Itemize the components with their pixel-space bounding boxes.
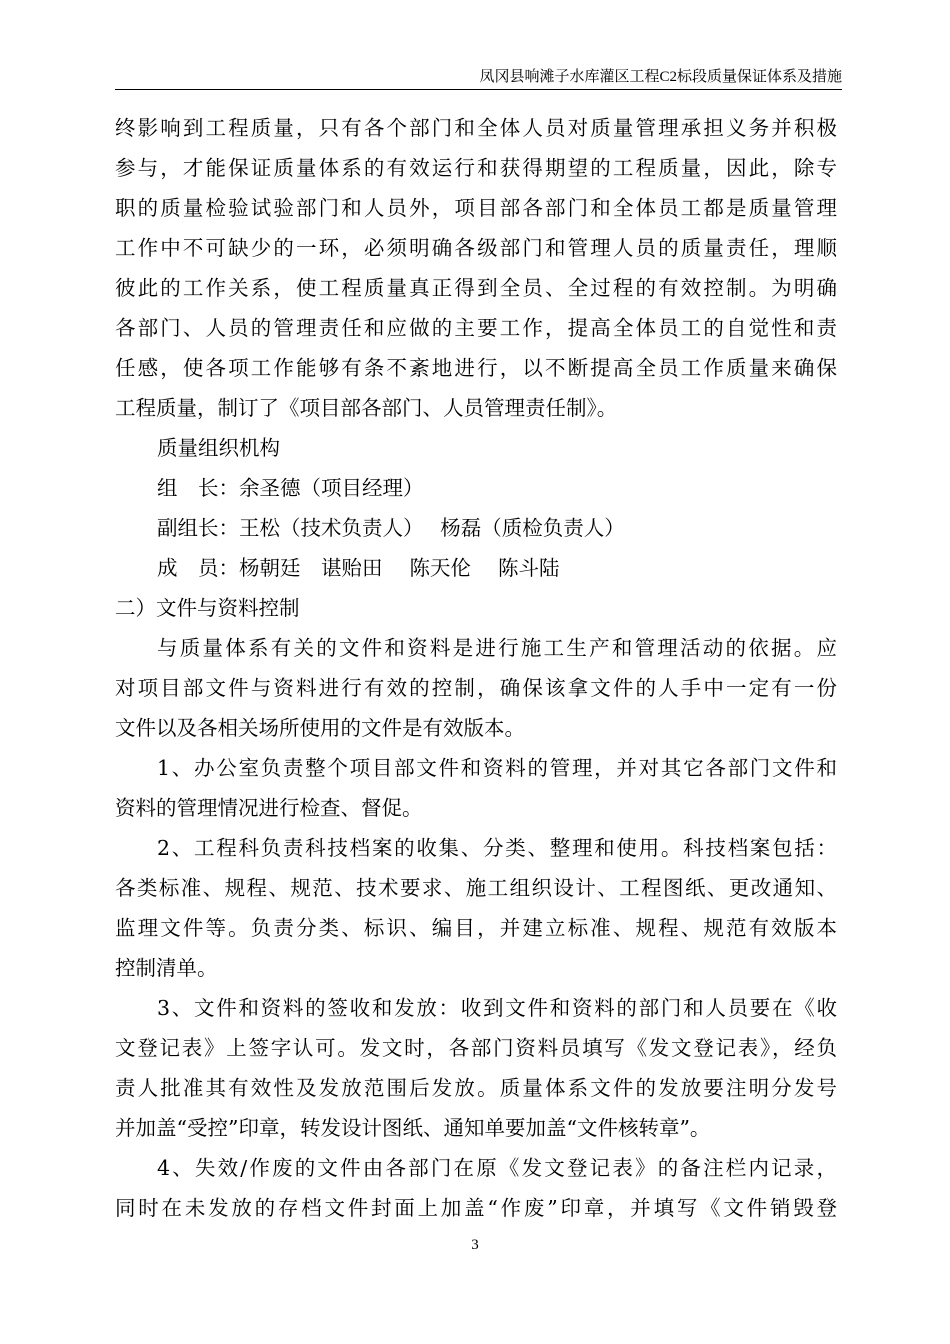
body-line: 监理文件等。负责分类、标识、编目，并建立标准、规程、规范有效版本 xyxy=(115,916,837,940)
org-members: 成 员：杨朝廷 谌贻田 陈天伦 陈斗陆 xyxy=(157,556,560,580)
body-line: 控制清单。 xyxy=(115,956,218,980)
org-leader: 组 长：余圣德（项目经理） xyxy=(157,476,424,500)
body-line: 2、工程科负责科技档案的收集、分类、整理和使用。科技档案包括： xyxy=(157,836,837,860)
body-line: 彼此的工作关系，使工程质量真正得到全员、全过程的有效控制。为明确 xyxy=(115,276,837,300)
body-line: 文登记表》上签字认可。发文时，各部门资料员填写《发文登记表》，经负 xyxy=(115,1036,837,1060)
page-number: 3 xyxy=(471,1237,479,1253)
body-line: 1、办公室负责整个项目部文件和资料的管理，并对其它各部门文件和 xyxy=(157,756,837,780)
body-line: 并加盖“受控”印章，转发设计图纸、通知单要加盖“文件核转章”。 xyxy=(115,1116,711,1140)
body-line: 终影响到工程质量，只有各个部门和全体人员对质量管理承担义务并积极 xyxy=(115,116,837,140)
body-line: 资料的管理情况进行检查、督促。 xyxy=(115,796,423,820)
body-line: 各部门、人员的管理责任和应做的主要工作，提高全体员工的自觉性和责 xyxy=(115,316,837,340)
body-line: 职的质量检验试验部门和人员外，项目部各部门和全体员工都是质量管理 xyxy=(115,196,837,220)
body-line: 与质量体系有关的文件和资料是进行施工生产和管理活动的依据。应 xyxy=(157,636,837,660)
body-line: 参与，才能保证质量体系的有效运行和获得期望的工程质量，因此，除专 xyxy=(115,156,837,180)
body-line: 各类标准、规程、规范、技术要求、施工组织设计、工程图纸、更改通知、 xyxy=(115,876,837,900)
body-line: 任感，使各项工作能够有条不紊地进行，以不断提高全员工作质量来确保 xyxy=(115,356,837,380)
body-line: 同时在未发放的存档文件封面上加盖“作废”印章，并填写《文件销毁登 xyxy=(115,1196,837,1220)
body-line: 3、文件和资料的签收和发放：收到文件和资料的部门和人员要在《收 xyxy=(157,996,837,1020)
body-line: 工作中不可缺少的一环，必须明确各级部门和管理人员的质量责任，理顺 xyxy=(115,236,837,260)
section-heading: 二）文件与资料控制 xyxy=(115,596,300,620)
body-line: 4、失效/作废的文件由各部门在原《发文登记表》的备注栏内记录， xyxy=(157,1156,837,1180)
body-line: 文件以及各相关场所使用的文件是有效版本。 xyxy=(115,716,525,740)
body-line: 工程质量，制订了《项目部各部门、人员管理责任制》。 xyxy=(115,396,618,420)
body-line: 责人批准其有效性及发放范围后发放。质量体系文件的发放要注明分发号 xyxy=(115,1076,837,1100)
header-rule xyxy=(115,89,842,90)
document-body xyxy=(115,108,837,1228)
section-heading: 质量组织机构 xyxy=(157,436,280,460)
running-header: 凤冈县响滩子水库灌区工程C2标段质量保证体系及措施 xyxy=(479,69,842,85)
body-line: 对项目部文件与资料进行有效的控制，确保该拿文件的人手中一定有一份 xyxy=(115,676,837,700)
org-deputy-leaders: 副组长：王松（技术负责人） 杨磊（质检负责人） xyxy=(157,516,625,540)
